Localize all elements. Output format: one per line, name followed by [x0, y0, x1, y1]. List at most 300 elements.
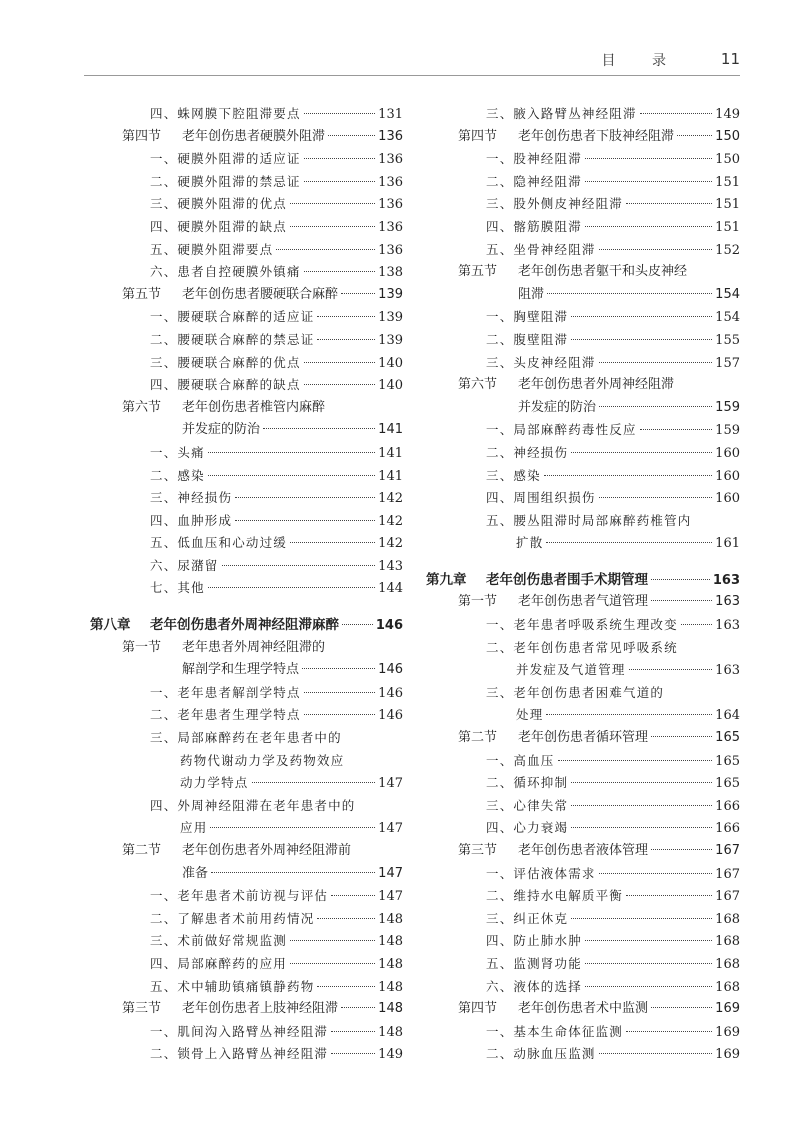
- toc-title: 二、腰硬联合麻醉的禁忌证: [150, 331, 315, 347]
- toc-page-number: 136: [378, 152, 403, 168]
- toc-subsection[interactable]: [90, 555, 403, 578]
- toc-page-number: 157: [715, 355, 740, 371]
- toc-subsection[interactable]: [426, 863, 740, 886]
- toc-subsection[interactable]: [90, 704, 403, 727]
- dot-leader: [651, 600, 712, 601]
- toc-title: 三、腰硬联合麻醉的优点: [150, 354, 301, 370]
- toc-subsection[interactable]: [426, 193, 740, 216]
- toc-page-number: 146: [378, 685, 403, 701]
- toc-title: 五、坐骨神经阻滞: [486, 241, 596, 257]
- dot-leader: [626, 203, 712, 204]
- toc-title: 一、老年患者术前访视与评估: [150, 888, 329, 904]
- dot-leader: [651, 849, 712, 850]
- toc-section[interactable]: [426, 374, 740, 397]
- dot-leader: [681, 624, 712, 625]
- toc-subsection[interactable]: [90, 976, 403, 999]
- dot-leader: [558, 760, 713, 761]
- dot-leader: [677, 135, 712, 136]
- toc-number: 第九章: [426, 571, 467, 588]
- toc-title: 老年创伤患者围手术期管理: [486, 571, 648, 588]
- dot-leader: [626, 1031, 712, 1032]
- toc-page-number: 136: [378, 242, 403, 258]
- dot-leader: [341, 293, 375, 294]
- toc-subsection[interactable]: [426, 976, 740, 999]
- toc-subsection[interactable]: [90, 465, 403, 488]
- toc-title: 三、头皮神经阻滞: [486, 354, 596, 370]
- toc-section[interactable]: [426, 591, 740, 614]
- toc-subsection[interactable]: [426, 510, 740, 533]
- toc-title: 五、监测肾功能: [486, 955, 582, 971]
- toc-title: 准备: [182, 865, 209, 881]
- dot-leader: [571, 827, 712, 828]
- toc-subsection-continued[interactable]: [90, 817, 403, 840]
- toc-subsection[interactable]: [90, 885, 403, 908]
- toc-page-number: 136: [378, 128, 403, 144]
- toc-section[interactable]: [90, 284, 403, 307]
- toc-title: 五、硬膜外阻滞要点: [150, 241, 274, 257]
- toc-page-number: 147: [378, 889, 403, 905]
- dot-leader: [211, 872, 375, 873]
- dot-leader: [331, 1053, 375, 1054]
- toc-left-column: [90, 103, 403, 1066]
- toc-title: 并发症的防治: [518, 399, 597, 415]
- toc-subsection-continued[interactable]: [426, 704, 740, 727]
- toc-page-number: 148: [378, 934, 403, 950]
- dot-leader: [599, 1053, 713, 1054]
- toc-page-number: 136: [378, 174, 403, 190]
- toc-title: 二、了解患者术前用药情况: [150, 910, 315, 926]
- dot-leader: [585, 181, 712, 182]
- dot-leader: [290, 226, 375, 227]
- toc-number: 第五节: [458, 264, 498, 280]
- toc-page-number: 148: [378, 1001, 403, 1017]
- toc-number: 第八章: [90, 617, 131, 634]
- toc-section-continued[interactable]: [90, 863, 403, 886]
- dot-leader: [571, 339, 712, 340]
- dot-leader: [317, 316, 375, 317]
- section-gap: [426, 555, 740, 569]
- toc-subsection[interactable]: [426, 817, 740, 840]
- toc-subsection[interactable]: [426, 465, 740, 488]
- toc-title: 一、基本生命体征监测: [486, 1023, 624, 1039]
- toc-page-number: 165: [715, 776, 740, 792]
- toc-page-number: 142: [378, 513, 403, 529]
- toc-title: 并发症的防治: [182, 422, 261, 438]
- toc-page-number: 149: [715, 107, 740, 122]
- dot-leader: [342, 624, 373, 625]
- toc-title: 四、周围组织损伤: [486, 490, 596, 506]
- toc-subsection[interactable]: [90, 374, 403, 397]
- toc-subsection[interactable]: [90, 239, 403, 262]
- toc-page-number: 146: [378, 708, 403, 724]
- toc-number: 第二节: [122, 843, 162, 858]
- toc-section[interactable]: [90, 397, 403, 420]
- toc-section-continued[interactable]: [426, 397, 740, 420]
- toc-page-number: 148: [378, 979, 403, 995]
- toc-page-number: 151: [715, 219, 740, 235]
- toc-title: 五、术中辅助镇痛镇静药物: [150, 978, 315, 994]
- dot-leader: [599, 249, 713, 250]
- dot-leader: [304, 113, 375, 114]
- toc-title: 四、局部麻醉药的应用: [150, 955, 288, 971]
- toc-title: 二、老年创伤患者常见呼吸系统: [486, 639, 678, 655]
- toc-page-number: 169: [715, 1001, 740, 1017]
- toc-page-number: 148: [378, 911, 403, 927]
- toc-title: 一、硬膜外阻滞的适应证: [150, 151, 301, 167]
- toc-subsection[interactable]: [90, 487, 403, 510]
- toc-page-number: 148: [378, 956, 403, 972]
- dot-leader: [208, 452, 375, 453]
- toc-page-number: 160: [715, 445, 740, 461]
- toc-page-number: 155: [715, 332, 740, 348]
- toc-title: 老年创伤患者硬膜外阻滞: [182, 128, 326, 144]
- toc-page-number: 146: [375, 618, 403, 634]
- toc-subsection[interactable]: [426, 614, 740, 637]
- dot-leader: [235, 497, 375, 498]
- toc-page-number: 140: [378, 378, 403, 394]
- toc-number: 第一节: [458, 594, 498, 610]
- toc-title: 三、神经损伤: [150, 490, 233, 506]
- toc-section[interactable]: [426, 261, 740, 284]
- toc-page-number: 167: [715, 843, 740, 858]
- dot-leader: [304, 158, 375, 159]
- toc-section[interactable]: [426, 998, 740, 1021]
- dot-leader: [585, 158, 712, 159]
- dot-leader: [304, 714, 375, 715]
- toc-subsection[interactable]: [426, 103, 740, 126]
- toc-subsection[interactable]: [90, 795, 403, 818]
- toc-subsection[interactable]: [426, 306, 740, 329]
- toc-page-number: 144: [378, 581, 403, 597]
- section-gap: [90, 600, 403, 614]
- toc-page-number: 169: [715, 1024, 740, 1040]
- toc-title: 三、腋入路臂丛神经阻滞: [486, 106, 637, 121]
- toc-page-number: 147: [378, 821, 403, 837]
- toc-subsection[interactable]: [426, 148, 740, 171]
- toc-subsection-continued[interactable]: [90, 772, 403, 795]
- toc-subsection[interactable]: [426, 1021, 740, 1044]
- dot-leader: [599, 362, 713, 363]
- header-title: 目 录: [601, 53, 682, 69]
- toc-title: 三、心律失常: [486, 797, 569, 813]
- toc-title: 应用: [180, 820, 208, 836]
- toc-title: 阻滞: [518, 286, 545, 302]
- toc-page-number: 146: [378, 662, 403, 678]
- toc-page-number: 159: [715, 423, 740, 439]
- toc-number: 第五节: [122, 286, 162, 302]
- toc-number: 第四节: [458, 1001, 498, 1017]
- dot-leader: [547, 293, 712, 294]
- toc-subsection[interactable]: [90, 306, 403, 329]
- dot-leader: [571, 782, 712, 783]
- toc-subsection[interactable]: [90, 193, 403, 216]
- toc-subsection[interactable]: [426, 682, 740, 705]
- toc-title: 一、头痛: [150, 444, 205, 460]
- toc-title: 老年创伤患者外周神经阻滞麻醉: [150, 617, 339, 634]
- toc-number: 第六节: [122, 399, 162, 415]
- dot-leader: [640, 113, 712, 114]
- dot-leader: [252, 782, 376, 783]
- toc-title: 一、高血压: [486, 752, 555, 768]
- toc-title: 三、纠正休克: [486, 910, 569, 926]
- toc-section[interactable]: [426, 126, 740, 149]
- toc-subsection-continued[interactable]: [426, 659, 740, 682]
- toc-title: 老年创伤患者椎管内麻醉: [182, 399, 326, 415]
- toc-subsection[interactable]: [90, 171, 403, 194]
- dot-leader: [546, 714, 712, 715]
- toc-title: 动力学特点: [180, 775, 249, 791]
- toc-subsection[interactable]: [426, 885, 740, 908]
- toc-section[interactable]: [426, 727, 740, 750]
- toc-subsection[interactable]: [90, 577, 403, 600]
- dot-leader: [546, 542, 712, 543]
- toc-title: 扩散: [516, 535, 544, 551]
- dot-leader: [304, 181, 375, 182]
- toc-page-number: 163: [715, 618, 740, 634]
- toc-page-number: 136: [378, 219, 403, 235]
- toc-page-number: 165: [715, 753, 740, 769]
- toc-page-number: 136: [378, 197, 403, 213]
- toc-subsection[interactable]: [426, 750, 740, 773]
- toc-title: 并发症及气道管理: [516, 662, 626, 678]
- toc-subsection[interactable]: [426, 953, 740, 976]
- toc-subsection[interactable]: [90, 1021, 403, 1044]
- dot-leader: [208, 587, 375, 588]
- toc-subsection[interactable]: [426, 329, 740, 352]
- toc-title: 老年创伤患者液体管理: [518, 843, 649, 858]
- toc-title: 一、老年患者解剖学特点: [150, 684, 301, 700]
- toc-title: 一、腰硬联合麻醉的适应证: [150, 309, 315, 325]
- toc-subsection[interactable]: [426, 239, 740, 262]
- toc-number: 第四节: [458, 128, 498, 144]
- toc-page-number: 161: [715, 536, 740, 552]
- toc-page-number: 152: [715, 242, 740, 258]
- toc-number: 第三节: [458, 843, 498, 858]
- toc-title: 四、血肿形成: [150, 512, 233, 528]
- toc-title: 一、局部麻醉药毒性反应: [486, 422, 637, 438]
- toc-title: 七、其他: [150, 580, 205, 596]
- toc-title: 四、防止肺水肿: [486, 933, 582, 949]
- toc-section[interactable]: [426, 840, 740, 863]
- toc-title: 一、评估液体需求: [486, 865, 596, 881]
- toc-page-number: 167: [715, 889, 740, 905]
- toc-title: 三、老年创伤患者困难气道的: [486, 684, 665, 700]
- toc-subsection-continued[interactable]: [426, 532, 740, 555]
- toc-section[interactable]: [90, 998, 403, 1021]
- toc-subsection[interactable]: [90, 103, 403, 126]
- toc-subsection[interactable]: [426, 442, 740, 465]
- toc-title: 六、患者自控硬膜外镇痛: [150, 264, 301, 280]
- toc-subsection[interactable]: [426, 216, 740, 239]
- toc-page-number: 151: [715, 197, 740, 213]
- toc-subsection[interactable]: [426, 795, 740, 818]
- toc-title: 老年创伤患者下肢神经阻滞: [518, 128, 675, 144]
- toc-subsection[interactable]: [426, 352, 740, 375]
- toc-title: 三、局部麻醉药在老年患者中的: [150, 730, 342, 746]
- toc-title: 一、股神经阻滞: [486, 151, 582, 167]
- toc-subsection[interactable]: [90, 727, 403, 750]
- toc-title: 老年创伤患者术中监测: [518, 1001, 649, 1017]
- toc-subsection[interactable]: [426, 908, 740, 931]
- toc-section-continued[interactable]: [426, 284, 740, 307]
- toc-title: 解剖学和生理学特点: [182, 662, 300, 678]
- toc-page-number: 148: [378, 1024, 403, 1040]
- toc-page-number: 163: [712, 572, 740, 588]
- toc-chapter[interactable]: [90, 614, 403, 637]
- dot-leader: [302, 668, 375, 669]
- toc-subsection[interactable]: [90, 953, 403, 976]
- toc-subsection[interactable]: [426, 419, 740, 442]
- dot-leader: [328, 135, 375, 136]
- toc-subsection[interactable]: [90, 261, 403, 284]
- toc-page-number: 159: [715, 399, 740, 415]
- dot-leader: [651, 736, 712, 737]
- toc-page-number: 139: [378, 332, 403, 348]
- toc-title: 二、神经损伤: [486, 444, 569, 460]
- toc-page-number: 160: [715, 491, 740, 507]
- toc-page-number: 131: [378, 107, 403, 122]
- toc-page-number: 140: [378, 355, 403, 371]
- toc-subsection[interactable]: [426, 487, 740, 510]
- toc-subsection[interactable]: [426, 171, 740, 194]
- toc-title: 老年创伤患者外周神经阻滞前: [182, 843, 352, 858]
- toc-subsection[interactable]: [90, 148, 403, 171]
- toc-section-continued[interactable]: [90, 419, 403, 442]
- toc-page-number: 168: [715, 934, 740, 950]
- toc-title: 四、腰硬联合麻醉的缺点: [150, 377, 301, 393]
- toc-title: 老年创伤患者外周神经阻滞: [518, 377, 675, 393]
- dot-leader: [290, 542, 375, 543]
- toc-title: 老年患者外周神经阻滞的: [182, 639, 326, 655]
- toc-title: 老年创伤患者上肢神经阻滞: [182, 1001, 339, 1017]
- dot-leader: [290, 963, 375, 964]
- dot-leader: [210, 827, 375, 828]
- toc-section[interactable]: [90, 840, 403, 863]
- dot-leader: [304, 271, 375, 272]
- toc-subsection[interactable]: [90, 908, 403, 931]
- dot-leader: [290, 203, 375, 204]
- header-divider: [84, 75, 740, 76]
- toc-page-number: 141: [378, 445, 403, 461]
- toc-page-number: 147: [378, 865, 403, 881]
- toc-subsection[interactable]: [90, 682, 403, 705]
- dot-leader: [331, 895, 375, 896]
- toc-subsection[interactable]: [90, 216, 403, 239]
- dot-leader: [304, 692, 375, 693]
- dot-leader: [317, 339, 375, 340]
- toc-title: 老年创伤患者循环管理: [518, 730, 649, 746]
- toc-page-number: 168: [715, 979, 740, 995]
- toc-subsection[interactable]: [90, 352, 403, 375]
- toc-page-number: 139: [378, 310, 403, 326]
- toc-number: 第三节: [122, 1001, 162, 1017]
- toc-title: 二、腹壁阻滞: [486, 331, 569, 347]
- dot-leader: [235, 520, 375, 521]
- toc-title: 五、腰丛阻滞时局部麻醉药椎管内: [486, 512, 692, 528]
- toc-title: 二、锁骨上入路臂丛神经阻滞: [150, 1046, 329, 1062]
- toc-page-number: 166: [715, 798, 740, 814]
- page-number: 11: [720, 50, 740, 68]
- toc-page-number: 151: [715, 174, 740, 190]
- toc-subsection[interactable]: [426, 772, 740, 795]
- toc-title: 二、老年患者生理学特点: [150, 707, 301, 723]
- dot-leader: [341, 1007, 375, 1008]
- dot-leader: [585, 986, 712, 987]
- toc-title: 六、液体的选择: [486, 978, 582, 994]
- toc-page-number: 143: [378, 558, 403, 574]
- toc-page-number: 141: [378, 422, 403, 438]
- toc-page-number: 138: [378, 265, 403, 281]
- toc-title: 五、低血压和心动过缓: [150, 535, 288, 551]
- dot-leader: [585, 963, 712, 964]
- toc-title: 三、术前做好常规监测: [150, 933, 288, 949]
- toc-title: 四、蛛网膜下腔阻滞要点: [150, 106, 301, 121]
- dot-leader: [304, 384, 375, 385]
- toc-page-number: 142: [378, 536, 403, 552]
- toc-page-number: 139: [378, 286, 403, 302]
- toc-page-number: 168: [715, 911, 740, 927]
- toc-page-number: 167: [715, 866, 740, 882]
- toc-page-number: 154: [715, 310, 740, 326]
- toc-subsection[interactable]: [426, 637, 740, 660]
- toc-page-number: 154: [715, 286, 740, 302]
- toc-title: 三、感染: [486, 467, 541, 483]
- dot-leader: [317, 918, 375, 919]
- dot-leader: [651, 1007, 712, 1008]
- toc-title: 三、股外侧皮神经阻滞: [486, 196, 624, 212]
- toc-title: 四、髂筋膜阻滞: [486, 218, 582, 234]
- toc-page-number: 163: [715, 663, 740, 679]
- dot-leader: [626, 895, 712, 896]
- toc-title: 四、外周神经阻滞在老年患者中的: [150, 797, 356, 813]
- toc-page-number: 166: [715, 821, 740, 837]
- toc-page-number: 141: [378, 468, 403, 484]
- toc-page-number: 150: [715, 128, 740, 144]
- toc-subsection[interactable]: [90, 930, 403, 953]
- toc-subsection[interactable]: [90, 510, 403, 533]
- toc-title: 四、心力衰竭: [486, 820, 569, 836]
- toc-page-number: 149: [378, 1047, 403, 1063]
- toc-title: 二、循环抑制: [486, 775, 569, 791]
- toc-subsection-continued[interactable]: [90, 750, 403, 773]
- toc-subsection[interactable]: [426, 930, 740, 953]
- toc-subsection[interactable]: [90, 442, 403, 465]
- toc-section[interactable]: [90, 126, 403, 149]
- dot-leader: [599, 497, 713, 498]
- toc-title: 老年创伤患者躯干和头皮神经: [518, 264, 688, 280]
- toc-section-continued[interactable]: [90, 659, 403, 682]
- toc-subsection[interactable]: [90, 532, 403, 555]
- toc-page-number: 168: [715, 956, 740, 972]
- toc-subsection[interactable]: [426, 1043, 740, 1066]
- toc-title: 处理: [516, 707, 544, 723]
- dot-leader: [585, 226, 712, 227]
- toc-title: 一、肌间沟入路臂丛神经阻滞: [150, 1023, 329, 1039]
- toc-section[interactable]: [90, 637, 403, 660]
- toc-page-number: 150: [715, 152, 740, 168]
- toc-title: 二、维持水电解质平衡: [486, 888, 624, 904]
- toc-title: 二、隐神经阻滞: [486, 173, 582, 189]
- toc-page-number: 165: [715, 730, 740, 746]
- dot-leader: [571, 452, 712, 453]
- toc-chapter[interactable]: [426, 569, 740, 592]
- dot-leader: [599, 406, 712, 407]
- toc-subsection[interactable]: [90, 1043, 403, 1066]
- toc-title: 四、硬膜外阻滞的缺点: [150, 218, 288, 234]
- toc-number: 第一节: [122, 639, 162, 655]
- toc-number: 第四节: [122, 128, 162, 144]
- toc-subsection[interactable]: [90, 329, 403, 352]
